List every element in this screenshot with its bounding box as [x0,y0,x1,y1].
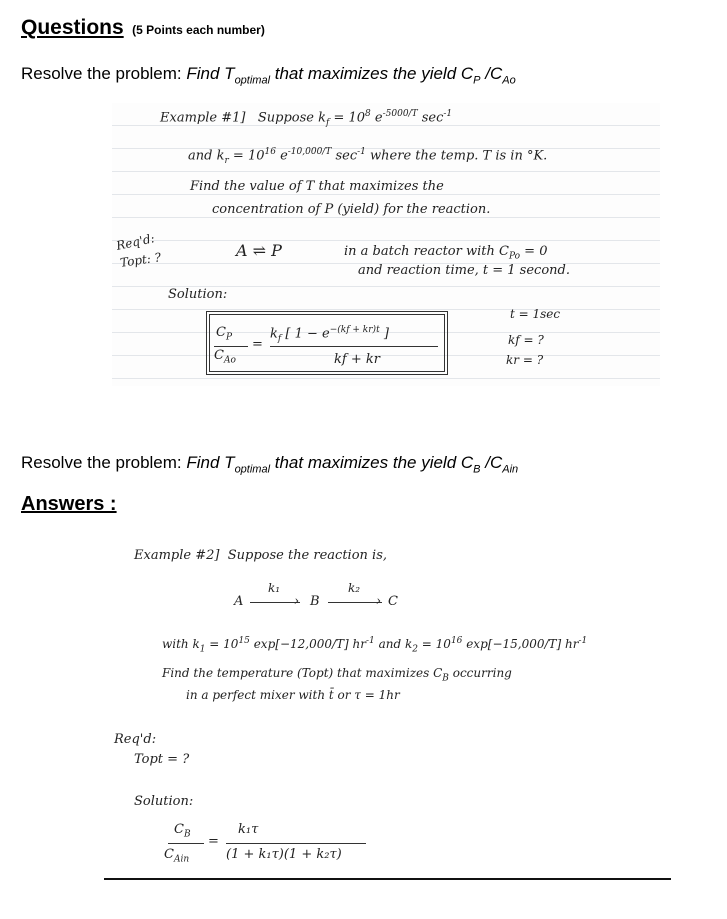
example-1-condition-1: in a batch reactor with $C_{Po} = 0$ [344,244,548,262]
example-1-frac-bar [214,346,248,347]
example-2-frac-den: $C_{Ain}$ [164,847,190,865]
example-2-frac-bar [168,843,204,844]
points-note: (5 Points each number) [132,23,265,37]
bottom-divider [104,878,671,880]
example-2-k1-label: k₁ [268,581,281,595]
example-2-species-b: B [310,594,320,609]
example-1-topt: Topt: ? [119,250,162,270]
example-1-given-kf: kf = ? [508,333,544,347]
problem-2-statement: Resolve the problem: Find $T_{optimal}$ that maximizes the yield $C_B$ $/C_{Ain}$ [21,453,519,476]
example-2-line-2: with $k_1 = 10^{15}$ exp[−12,000/T] $hr^{-1}$ and $k_2 = 10^{16}$ exp[−15,000/T] $hr^{-1}$ [162,636,588,655]
example-1-line-4: concentration of P (yield) for the reaction. [212,202,491,217]
example-1-reaction: A ⇌ P [236,241,282,260]
example-2-solution-label: Solution: [134,794,194,809]
example-2-reqd: Req'd: [114,732,157,747]
example-1-equals: = [252,337,263,352]
questions-title: Questions [21,16,124,39]
example-1-frac-num: $C_P$ [216,325,233,343]
answers-label: Answers : [21,493,117,515]
example-2-rhs-bar [226,843,366,844]
example-1-line-3: Find the value of T that maximizes the [190,179,444,194]
example-1-rhs-bar [270,346,438,347]
example-1-rhs-den: kf + kr [334,352,380,367]
example-1-handwritten-note [112,103,660,386]
example-1-solution-label: Solution: [168,287,228,302]
example-2-rhs-den: (1 + k₁τ)(1 + k₂τ) [226,847,342,862]
example-2-frac-num: $C_B$ [174,822,191,840]
example-1-reqd: Req'd: [114,231,156,253]
example-2-species-c: C [388,594,398,609]
example-2-arrow-1 [250,602,300,603]
example-2-equals: = [208,834,219,849]
example-2-arrow-2 [328,602,382,603]
example-1-given-t: t = 1sec [510,307,561,321]
example-1-frac-den: $C_{Ao}$ [214,348,236,366]
example-2-arrow-1-head: › [294,594,300,609]
problem-1-statement: Resolve the problem: Find $T_{optimal}$ that maximizes the yield $C_P$ $/C_{Ao}$ [21,64,516,87]
example-1-condition-2: and reaction time, t = 1 second. [358,263,570,278]
example-2-k2-label: k₂ [348,581,361,595]
example-1-given-kr: kr = ? [506,353,544,367]
example-1-line-2: and $k_r = 10^{16}$ $e^{-10,000/T}$ $\sec^{-1}$ where the temp. T is in °K. [188,147,548,166]
example-2-arrow-2-head: › [376,594,382,609]
example-2-topt: Topt = ? [134,752,190,767]
example-2-line-4: in a perfect mixer with t̄ or τ = 1hr [186,688,400,702]
example-2-line-3: Find the temperature (Topt) that maximizes $C_B$ occurring [162,666,512,684]
example-2-line-1: Example #2] Suppose the reaction is, [134,548,388,563]
example-2-species-a: A [234,594,244,609]
example-1-rhs-num: $k_f$ [ $1 - e^{-(kf + kr)t}$ ] [270,325,389,344]
example-1-line-1: Example #1] Suppose $k_f = 10^8$ $e^{-5000/T}$ $\sec^{-1}$ [160,109,453,128]
example-2-rhs-num: k₁τ [238,822,259,837]
questions-header [21,16,265,40]
example-2-handwritten-note [104,538,671,876]
